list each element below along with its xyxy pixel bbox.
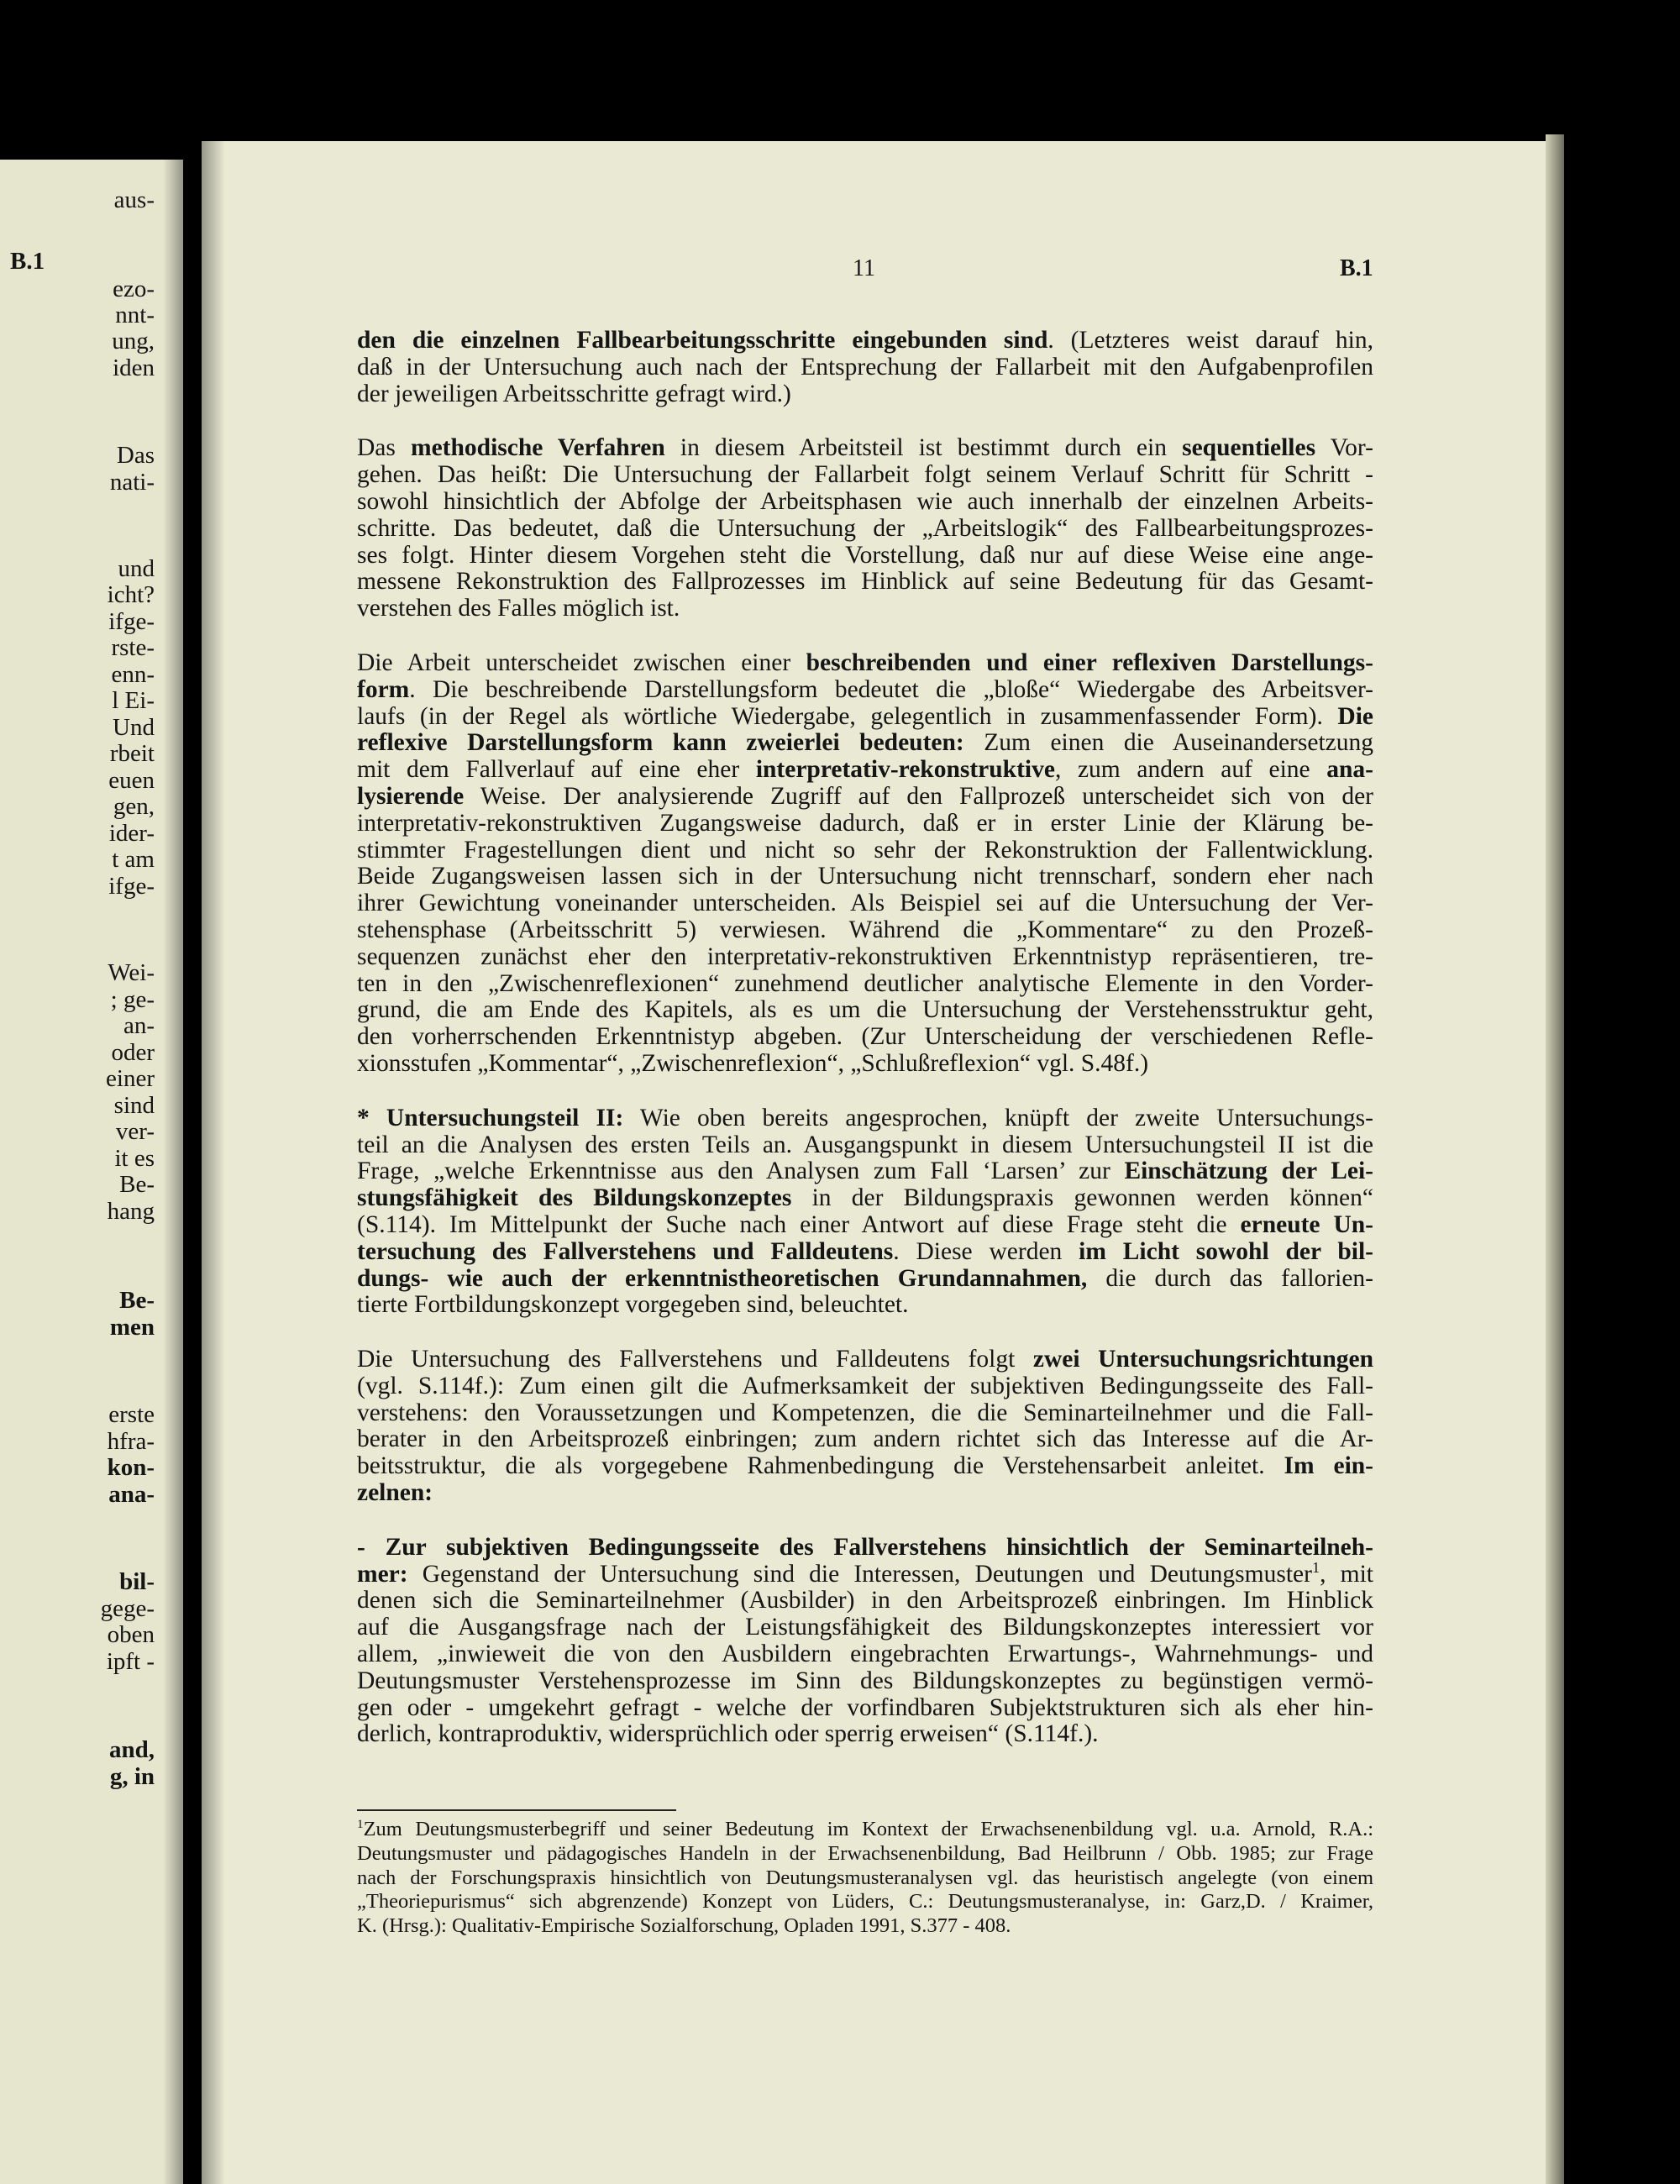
text-line bbox=[357, 516, 1373, 543]
text-line bbox=[357, 971, 1373, 998]
text-run: interpretativ-rekonstruktiven Zugangsweise dadurch, daß er in erster Linie der Klärung be- bbox=[357, 809, 1373, 837]
bold-text: form bbox=[357, 675, 410, 703]
left-text-fragment: rbeit bbox=[109, 740, 155, 767]
text-line bbox=[357, 1239, 1373, 1266]
bold-text: zelnen: bbox=[357, 1479, 433, 1507]
text-run: sowohl hinsichtlich der Abfolge der Arbeitsphasen wie auch innerhalb der einzelnen Arbeits- bbox=[357, 487, 1373, 515]
text-line bbox=[357, 1535, 1373, 1562]
text-line bbox=[357, 1721, 1373, 1748]
bold-text: beschreibenden und einer reflexiven Darstellungs- bbox=[806, 648, 1373, 676]
text-line bbox=[357, 543, 1373, 570]
left-text-fragment: ifge- bbox=[108, 873, 155, 900]
text-line bbox=[357, 596, 1373, 622]
left-text-fragment: men bbox=[109, 1314, 155, 1341]
left-text-fragment: oder bbox=[111, 1039, 155, 1066]
text-run: Die Untersuchung des Fallverstehens und Falldeutens folgt bbox=[357, 1346, 1033, 1373]
text-run: verstehens: den Voraussetzungen und Kompetenzen, die die Seminarteilnehmer und die Fall- bbox=[357, 1399, 1373, 1426]
text-line bbox=[357, 864, 1373, 890]
bold-text: sequentielles bbox=[1182, 434, 1316, 462]
text-run: ihrer Gewichtung voneinander unterscheiden. Als Beispiel sei auf die Untersuchung der Ver- bbox=[357, 890, 1373, 917]
text-run: Deutungsmuster Verstehensprozesse im Sinn des Bildungskonzeptes zu begünstigen vermö- bbox=[357, 1667, 1373, 1694]
text-line bbox=[357, 917, 1373, 944]
text-line bbox=[357, 1051, 1373, 1078]
text-line bbox=[357, 757, 1373, 784]
text-line bbox=[357, 944, 1373, 971]
text-run: denen sich die Seminarteilnehmer (Ausbilder) in den Arbeitsprozeß einbringen. Im Hinblick bbox=[357, 1587, 1373, 1614]
text-run: . Die beschreibende Darstellungsform bedeutet die „bloße“ Wiedergabe des Arbeitsver- bbox=[409, 675, 1373, 703]
text-line bbox=[357, 489, 1373, 516]
text-run: tierte Fortbildungskonzept vorgegeben sind, beleuchtet. bbox=[357, 1291, 909, 1319]
left-text-fragment: oben bbox=[107, 1621, 155, 1648]
text-run: Beide Zugangsweisen lassen sich in der Untersuchung nicht trennscharf, sondern eher nach bbox=[357, 863, 1373, 890]
left-text-fragment: an- bbox=[123, 1012, 155, 1039]
bold-text: - Zur subjektiven Bedingungsseite des Fallverstehens hinsichtlich der Seminarteilneh- bbox=[357, 1533, 1373, 1561]
left-text-fragment: ipft - bbox=[106, 1648, 155, 1675]
left-text-fragment: ifge- bbox=[108, 608, 155, 635]
text-run: messene Rekonstruktion des Fallprozesses im Hinblick auf seine Bedeutung für das Gesamt- bbox=[357, 568, 1373, 596]
text-run: ten in den „Zwischenreflexionen“ zunehmend deutlicher analytische Elemente in den Vorder- bbox=[357, 969, 1373, 997]
running-header: B.1 bbox=[1340, 255, 1373, 281]
bold-text: * Untersuchungsteil II: bbox=[357, 1104, 624, 1131]
text-line bbox=[357, 354, 1373, 381]
left-text-fragment: Be- bbox=[119, 1287, 155, 1314]
paragraph bbox=[357, 1347, 1373, 1507]
right-page-gutter-shadow bbox=[202, 141, 225, 2184]
paragraph bbox=[357, 328, 1373, 407]
footnote-marker: 1 bbox=[357, 1816, 364, 1831]
left-text-fragment: und bbox=[118, 555, 155, 582]
left-text-fragment: ung, bbox=[112, 328, 155, 354]
text-line bbox=[357, 1266, 1373, 1293]
left-text-fragment: ider- bbox=[108, 820, 155, 847]
text-line bbox=[357, 890, 1373, 917]
text-line bbox=[357, 1890, 1373, 1914]
paragraph bbox=[357, 435, 1373, 622]
text-run: stimmter Fragestellungen dient und nicht so sehr der Rekonstruktion der Fallentwicklung. bbox=[357, 836, 1373, 864]
bold-text: dungs- wie auch der erkenntnistheoretischen Grundannahmen, bbox=[357, 1264, 1088, 1292]
text-run: Weise. Der analysierende Zugriff auf den Fallprozeß unterscheidet sich von der bbox=[464, 782, 1373, 810]
left-text-fragment: aus- bbox=[113, 186, 155, 213]
text-line bbox=[357, 650, 1373, 677]
left-text-fragment: kon- bbox=[107, 1454, 155, 1481]
bold-text: Einschätzung der Lei- bbox=[1124, 1158, 1373, 1185]
text-line bbox=[357, 1866, 1373, 1891]
text-run: beitsstruktur, die als vorgegebene Rahmenbedingung die Verstehensarbeit anleitet. bbox=[357, 1452, 1284, 1480]
bold-text: ana- bbox=[1326, 756, 1373, 784]
text-line bbox=[357, 1842, 1373, 1866]
left-text-fragment: Das bbox=[116, 442, 155, 469]
text-run: , mit bbox=[1320, 1560, 1373, 1588]
text-run: K. (Hrsg.): Qualitativ-Empirische Sozialforschung, Opladen 1991, S.377 - 408. bbox=[357, 1914, 1011, 1938]
left-text-fragment: icht? bbox=[107, 581, 155, 608]
left-text-fragment: Und bbox=[113, 714, 155, 741]
left-text-fragment: erste bbox=[108, 1401, 155, 1428]
text-line bbox=[357, 1914, 1373, 1939]
left-text-fragment: ana- bbox=[108, 1481, 155, 1508]
bold-text: im Licht sowohl der bil- bbox=[1079, 1237, 1373, 1265]
text-run: Gegenstand der Untersuchung sind die Interessen, Deutungen und Deutungsmuster bbox=[407, 1560, 1312, 1588]
text-line bbox=[357, 784, 1373, 811]
text-line bbox=[357, 1453, 1373, 1480]
text-run: (vgl. S.114f.): Zum einen gilt die Aufmerksamkeit der subjektiven Bedingungsseite des Fall- bbox=[357, 1372, 1373, 1399]
left-text-fragment: enn- bbox=[111, 661, 155, 688]
text-run: (S.114). Im Mittelpunkt der Suche nach einer Antwort auf diese Frage steht die bbox=[357, 1210, 1241, 1238]
bold-text: stungsfähigkeit des Bildungskonzeptes bbox=[357, 1184, 792, 1212]
text-run: „Theoriepurismus“ sich abgrenzende) Konzept von Lüders, C.: Deutungsmusteranalyse, in: Garz,D. / Kraimer, bbox=[357, 1890, 1373, 1914]
bold-text: reflexive Darstellungsform kann zweierlei bedeuten: bbox=[357, 729, 964, 757]
text-line bbox=[357, 1818, 1373, 1842]
text-run: laufs (in der Regel als wörtliche Wiedergabe, gelegentlich in zusammenfassender Form). bbox=[357, 702, 1338, 730]
footnote-marker: 1 bbox=[1311, 1558, 1320, 1576]
left-text-fragment: ; ge- bbox=[110, 986, 155, 1013]
text-line bbox=[357, 1588, 1373, 1614]
text-line bbox=[357, 704, 1373, 731]
left-text-fragment: g, in bbox=[109, 1763, 155, 1790]
text-line bbox=[357, 1426, 1373, 1453]
bold-text: zwei Untersuchungsrichtungen bbox=[1032, 1346, 1373, 1373]
text-run: teil an die Analysen des ersten Teils an. Ausgangspunkt in diesem Untersuchungsteil II ist die bbox=[357, 1131, 1373, 1158]
page-number: 11 bbox=[853, 255, 875, 281]
text-run: Das bbox=[357, 434, 412, 462]
left-text-fragment: ver- bbox=[115, 1118, 155, 1145]
text-run: die durch das fallorien- bbox=[1087, 1264, 1373, 1292]
bold-text: Die bbox=[1337, 702, 1373, 730]
text-line bbox=[357, 1347, 1373, 1373]
left-text-fragment: bil- bbox=[119, 1568, 155, 1595]
page-stack-edge bbox=[1546, 134, 1564, 2184]
text-run: Vor- bbox=[1315, 434, 1373, 462]
left-page-header: B.1 bbox=[10, 248, 45, 275]
paragraph bbox=[357, 1535, 1373, 1748]
left-text-fragment: Wei- bbox=[108, 959, 155, 986]
text-line bbox=[357, 1668, 1373, 1695]
text-run: Wie oben bereits angesprochen, knüpft der zweite Untersuchungs- bbox=[623, 1104, 1373, 1131]
text-line bbox=[357, 837, 1373, 864]
left-text-fragment: euen bbox=[108, 767, 155, 794]
text-run: , zum andern auf eine bbox=[1054, 756, 1327, 784]
left-text-fragment: iden bbox=[113, 354, 155, 381]
text-line bbox=[357, 1641, 1373, 1668]
left-text-fragment: nnt- bbox=[115, 302, 155, 328]
footnote bbox=[357, 1818, 1373, 1939]
text-line bbox=[357, 435, 1373, 462]
text-line bbox=[357, 1212, 1373, 1239]
bold-text: tersuchung des Fallverstehens und Falldeutens bbox=[357, 1237, 894, 1265]
left-text-fragment: hang bbox=[107, 1198, 155, 1225]
text-run: ses folgt. Hinter diesem Vorgehen steht die Vorstellung, daß nur auf diese Weise eine ange- bbox=[357, 541, 1373, 569]
left-text-fragment: and, bbox=[108, 1736, 155, 1763]
paragraph bbox=[357, 1105, 1373, 1319]
right-page bbox=[202, 141, 1546, 2184]
text-line bbox=[357, 1185, 1373, 1212]
text-line bbox=[357, 462, 1373, 489]
text-run: grund, die am Ende des Kapitels, als es um die Untersuchung der Verstehensstruktur geht, bbox=[357, 996, 1373, 1024]
left-text-fragment: hfra- bbox=[107, 1428, 155, 1455]
footnote-rule bbox=[357, 1809, 676, 1811]
bold-text: interpretativ-rekonstruktive bbox=[755, 756, 1055, 784]
left-text-fragment: ezo- bbox=[113, 276, 155, 302]
left-text-fragment: einer bbox=[106, 1065, 155, 1092]
text-run: allem, „inwieweit die von den Ausbildern eingebrachten Erwartungs-, Wahrnehmungs- und bbox=[357, 1641, 1373, 1668]
left-text-fragment: gen, bbox=[113, 793, 155, 820]
text-line bbox=[357, 381, 1373, 408]
bold-text: mer: bbox=[357, 1560, 408, 1588]
text-line bbox=[357, 1158, 1373, 1185]
text-line bbox=[357, 1558, 1373, 1588]
text-line bbox=[357, 1292, 1373, 1319]
text-run: stehensphase (Arbeitsschritt 5) verwiesen. Während die „Kommentare“ zu den Prozeß- bbox=[357, 916, 1373, 943]
text-line bbox=[357, 1132, 1373, 1159]
text-run: . Diese werden bbox=[893, 1237, 1079, 1265]
text-run: der jeweiligen Arbeitsschritte gefragt wird.) bbox=[357, 380, 791, 407]
left-text-fragment: nati- bbox=[109, 469, 155, 496]
left-page-gutter-shadow bbox=[163, 160, 183, 2184]
text-run: Frage, „welche Erkenntnisse aus den Analysen zum Fall ‘Larsen’ zur bbox=[357, 1158, 1125, 1185]
left-text-fragment: sind bbox=[113, 1092, 155, 1119]
text-line bbox=[357, 1400, 1373, 1427]
text-line bbox=[357, 1373, 1373, 1400]
text-line bbox=[357, 1024, 1373, 1051]
body-text bbox=[357, 328, 1373, 1776]
text-run: in der Bildungspraxis gewonnen werden können“ bbox=[791, 1184, 1373, 1212]
text-run: verstehen des Falles möglich ist. bbox=[357, 595, 680, 622]
paragraph bbox=[357, 650, 1373, 1078]
text-line bbox=[357, 328, 1373, 354]
text-run: nach der Forschungspraxis hinsichtlich von Deutungsmusteranalysen vgl. das heuristisch angelegte (von einem bbox=[357, 1866, 1373, 1889]
text-run: in diesem Arbeitsteil ist bestimmt durch ein bbox=[664, 434, 1183, 462]
text-run: auf die Ausgangsfrage nach der Leistungsfähigkeit des Bildungskonzeptes interessiert vor bbox=[357, 1614, 1373, 1641]
text-line bbox=[357, 730, 1373, 757]
left-text-fragment: gege- bbox=[100, 1595, 155, 1622]
text-run: schritte. Das bedeutet, daß die Untersuchung der „Arbeitslogik“ des Fallbearbeitungsprozes- bbox=[357, 514, 1373, 542]
bold-text: erneute Un- bbox=[1240, 1210, 1373, 1238]
text-line bbox=[357, 1480, 1373, 1507]
text-line bbox=[357, 811, 1373, 837]
left-text-fragment: Be- bbox=[119, 1171, 155, 1198]
bold-text: lysierende bbox=[357, 782, 465, 810]
left-text-fragment: t am bbox=[112, 846, 155, 873]
text-run: . (Letzteres weist darauf hin, bbox=[1047, 327, 1374, 354]
text-run: daß in der Untersuchung auch nach der Entsprechung der Fallarbeit mit den Aufgabenprofilen bbox=[357, 353, 1373, 381]
text-run: Zum einen die Auseinandersetzung bbox=[963, 729, 1373, 757]
text-line bbox=[357, 997, 1373, 1024]
text-run: Zum Deutungsmusterbegriff und seiner Bedeutung im Kontext der Erwachsenenbildung vgl. u.a. Arnold, R.A.: bbox=[363, 1818, 1373, 1840]
text-line bbox=[357, 1695, 1373, 1722]
left-text-fragment: l Ei- bbox=[112, 687, 155, 714]
bold-text: den die einzelnen Fallbearbeitungsschritte eingebunden sind bbox=[357, 327, 1048, 354]
text-run: derlich, kontraproduktiv, widersprüchlich oder sperrig erweisen“ (S.114f.). bbox=[357, 1720, 1099, 1748]
text-run: gen oder - umgekehrt gefragt - welche der vorfindbaren Subjektstrukturen sich als eher hin- bbox=[357, 1693, 1373, 1721]
text-run: sequenzen zunächst eher den interpretativ-rekonstruktiven Erkenntnistyp repräsentieren, tre- bbox=[357, 942, 1373, 970]
text-run: Deutungsmuster und pädagogisches Handeln in der Erwachsenenbildung, Bad Heilbrunn / Obb. 1985; zur Frage bbox=[357, 1841, 1373, 1865]
text-line bbox=[357, 569, 1373, 596]
text-run: den vorherrschenden Erkenntnistyp abgeben. (Zur Unterscheidung der verschiedenen Refle- bbox=[357, 1023, 1373, 1051]
left-page bbox=[0, 160, 183, 2184]
text-run: xionsstufen „Kommentar“, „Zwischenreflexion“, „Schlußreflexion“ vgl. S.48f.) bbox=[357, 1049, 1149, 1077]
text-run: Die Arbeit unterscheidet zwischen einer bbox=[357, 648, 806, 676]
left-text-fragment: rste- bbox=[111, 634, 155, 661]
text-line bbox=[357, 1105, 1373, 1132]
text-run: mit dem Fallverlauf auf eine eher bbox=[357, 756, 756, 784]
text-line bbox=[357, 1614, 1373, 1641]
text-line bbox=[357, 677, 1373, 704]
text-run: berater in den Arbeitsprozeß einbringen; zum andern richtet sich das Interesse auf die Ar- bbox=[357, 1425, 1373, 1453]
left-text-fragment: it es bbox=[114, 1145, 155, 1172]
bold-text: methodische Verfahren bbox=[411, 434, 665, 462]
bold-text: Im ein- bbox=[1284, 1452, 1373, 1480]
text-run: gehen. Das heißt: Die Untersuchung der Fallarbeit folgt seinem Verlauf Schritt für Schritt - bbox=[357, 461, 1373, 489]
